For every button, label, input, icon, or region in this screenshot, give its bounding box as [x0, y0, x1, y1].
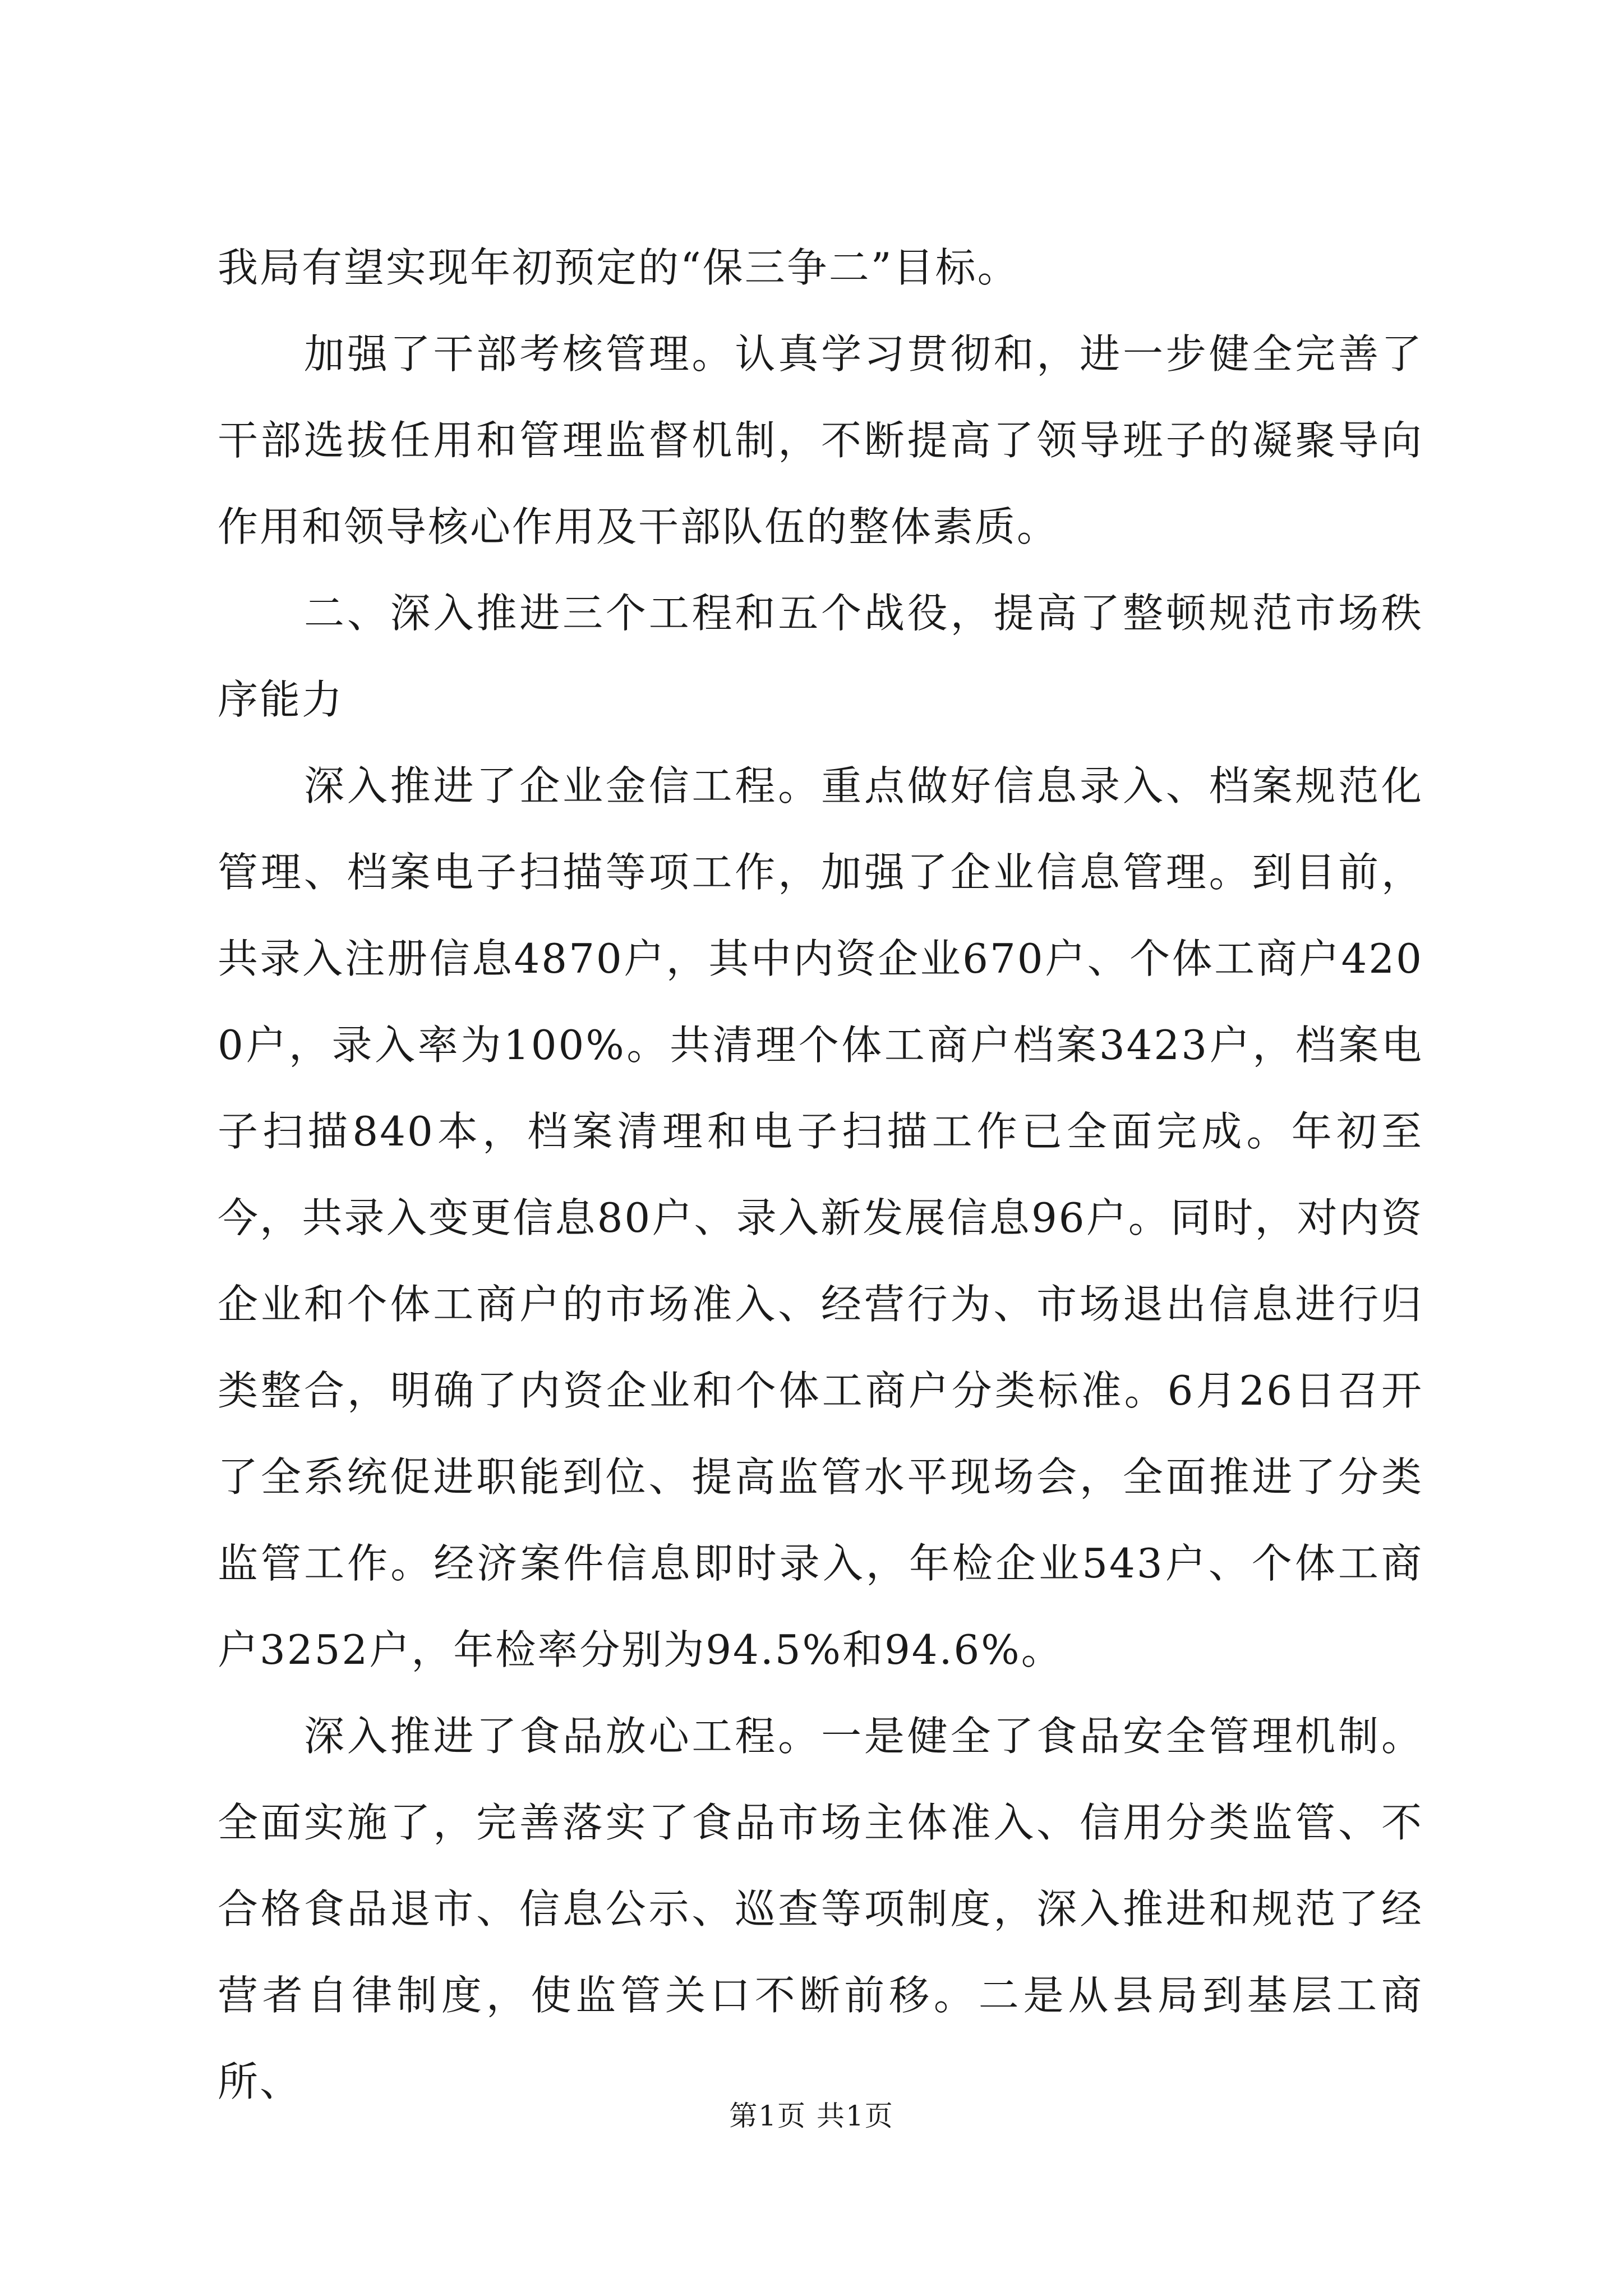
- paragraph-2: 加强了干部考核管理。认真学习贯彻和，进一步健全完善了干部选拔任用和管理监督机制，不断提高了领导班子的凝聚导向作用和领导核心作用及干部队伍的整体素质。: [218, 330, 1423, 550]
- section-heading: 二、深入推进三个工程和五个战役，提高了整顿规范市场秩序能力: [218, 590, 1423, 723]
- paragraph-1: 我局有望实现年初预定的“保三争二”目标。: [218, 244, 1020, 291]
- paragraph-4: 深入推进了食品放心工程。一是健全了食品安全管理机制。全面实施了，完善落实了食品市场主体准入、信用分类监管、不合格食品退市、信息公示、巡查等项制度，深入推进和规范了经营者自律制度，使监管关口不断前移。二是从县局到基层工商所、: [218, 1713, 1423, 2105]
- paragraph-3: 深入推进了企业金信工程。重点做好信息录入、档案规范化管理、档案电子扫描等项工作，加强了企业信息管理。到目前，共录入注册信息4870户，其中内资企业670户、个体工商户4200户，录入率为100%。共清理个体工商户档案3423户，档案电子扫描840本，档案清理和电子扫描工作已全面完成。年初至今，共录入变更信息80户、录入新发展信息96户。同时，对内资企业和个体工商户的市场准入、经营行为、市场退出信息进行归类整合，明确了内资企业和个体工商户分类标准。6月26日召开了全系统促进职能到位、提高监管水平现场会，全面推进了分类监管工作。经济案件信息即时录入，年检企业543户、个体工商户3252户，年检率分别为94.5%和94.6%。: [218, 762, 1423, 1673]
- page-footer: 第1页 共1页: [729, 2100, 894, 2132]
- document-body: [218, 224, 1423, 2125]
